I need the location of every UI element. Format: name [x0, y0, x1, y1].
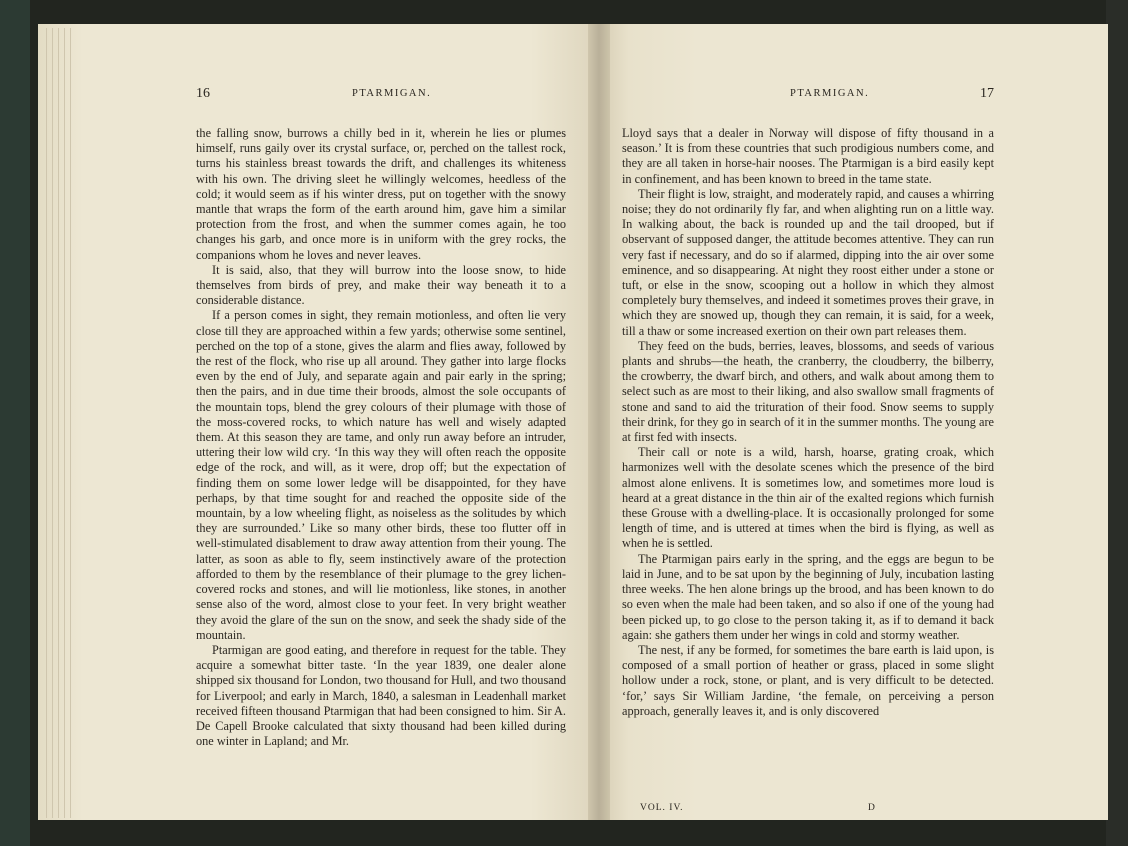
- right-paragraph: The Ptarmigan pairs early in the spring, and the eggs are begun to be laid in June, and to be sat upon by the beginning of July, incubation lasting three weeks. The hen alone brings up the brood, and has been known to do so even when the male had been taken, and so also if one of the young had been picked up, to go close to the person taking it, as if to demand it back again: she gathers them under her wings in cold and stormy weather.: [622, 551, 994, 642]
- left-paragraph: If a person comes in sight, they remain motionless, and often lie very close till they are approached within a few yards; otherwise some sentinel, perched on the top of a stone, gives the alarm and flies away, followed by the rest of the flock, who rise up all around. They gather into large flocks even by the end of July, and separate again and pair early in the spring; then the pairs, and in due time their broods, almost the sole occupants of the mountain tops, blend the grey colours of their plumage with those of the moss-covered rocks, to which nature has well and wisely adapted them. At this season they are tame, and only run away before an intruder, uttering their low wild cry. ‘In this way they will often reach the opposite edge of the rock, and will, as it were, drop off; but the expectation of finding them on some lower ledge will be disappointed, for they have perhaps, by that time sought for and reached the opposite side of the mountain, by a low wheeling flight, as noiseless as the solitudes by which they are surrounded.’ Like so many other birds, these too flutter off in well-stimulated disablement to draw away attention from their young. The latter, as soon as able to fly, seem instinctively aware of the protection afforded to them by the resemblance of their plumage to the grey lichen-covered rocks and stones, and will lie motionless, like stones, in another sense also of the word, almost close to your feet. In very bright weather they avoid the glare of the sun on the snow, and seek the shady side of the mountain.: [196, 308, 566, 642]
- left-paragraph: Ptarmigan are good eating, and therefore in request for the table. They acquire a somewhat bitter taste. ‘In the year 1839, one dealer alone shipped six thousand for London, two thousand for Hull, and two thousand for Liverpool; and early in March, 1840, a salesman in Leadenhall market received fifteen thousand Ptarmigan that had been consigned to him. Sir A. De Capell Brooke calculated that sixty thousand had been killed during one winter in Lapland; and Mr.: [196, 642, 566, 749]
- right-paragraph: The nest, if any be formed, for sometimes the bare earth is laid upon, is composed of a small portion of heather or grass, placed in some slight hollow under a rock, stone, or plant, and is very difficult to be detected. ‘for,’ says Sir William Jardine, ‘the female, on perceiving a person approach, generally leaves it, and is only discovered: [622, 642, 994, 718]
- left-paragraph: It is said, also, that they will burrow into the loose snow, to hide themselves from birds of prey, and make their way beneath it to a considerable distance.: [196, 262, 566, 308]
- cover-spine-edge: [0, 0, 30, 846]
- left-fore-edge: [40, 28, 80, 818]
- right-paragraph: Their flight is low, straight, and moderately rapid, and causes a whirring noise; they do not ordinarily fly far, and when alighting run on a little way. In walking about, the back is rounded up and the tail drooped, but if observant of supposed danger, the attitude becomes attentive. They can run very fast if necessary, and do so if alarmed, dipping into the air over some eminence, and so disappearing. At night they roost either under a stone or tuft, or else in the snow, scooping out a hollow in which they almost completely bury themselves, and indeed it sometimes proves their grave, in which they are snowed up, though they can remain, it is said, for a week, till a thaw or some increased exertion on their own part releases them.: [622, 186, 994, 338]
- right-page-number: 17: [980, 86, 994, 101]
- volume-mark: VOL. IV.: [640, 803, 684, 813]
- signature-mark: D: [868, 803, 876, 813]
- left-paragraph: the falling snow, burrows a chilly bed in it, wherein he lies or plumes himself, runs gaily over its crystal surface, or, perched on the tallest rock, turns his stainless breast towards the drift, and challenges its whiteness with his own. The driving sleet he willingly welcomes, heedless of the cold; it would seem as if his winter dress, put on together with the snowy mantle that wraps the form of the earth around him, gave him a similar protection from the frost, and when the summer comes again, he too changes his garb, and once more is in uniform with the grey rocks, the companions whom he loves and never leaves.: [196, 126, 566, 262]
- right-running-head: PTARMIGAN.: [790, 88, 870, 99]
- left-page-body: [196, 126, 566, 749]
- right-paragraph: They feed on the buds, berries, leaves, blossoms, and seeds of various plants and shrubs—the heath, the cranberry, the cloudberry, the bilberry, the crowberry, the dwarf birch, and others, and walk about among them to select such as are most to their liking, and also swallow small fragments of stone and sand to aid the trituration of their food. Snow seems to supply their drink, for they go in search of it in the summer months. The young are at first fed with insects.: [622, 338, 994, 445]
- right-paragraph: Their call or note is a wild, harsh, hoarse, grating croak, which harmonizes well with the desolate scenes which the presence of the bird almost alone enlivens. It is sometimes low, and sometimes more loud is heard at a great distance in the thin air of the exalted regions which furnish these Grouse with a dwelling-place. It is occasionally prolonged for some length of time, and is uttered at times when the bird is flying, as well as when he is settled.: [622, 445, 994, 551]
- right-paragraph: Lloyd says that a dealer in Norway will dispose of fifty thousand in a season.’ It is from these countries that such prodigious numbers come, and they are all taken in horse-hair nooses. The Ptarmigan is a bird easily kept in confinement, and has been known to breed in the tame state.: [622, 126, 994, 186]
- left-page-number: 16: [196, 86, 210, 101]
- cover-right-edge: [1106, 0, 1128, 846]
- left-running-head: PTARMIGAN.: [352, 88, 432, 99]
- right-page-body: [622, 126, 994, 719]
- book-gutter: [588, 24, 610, 820]
